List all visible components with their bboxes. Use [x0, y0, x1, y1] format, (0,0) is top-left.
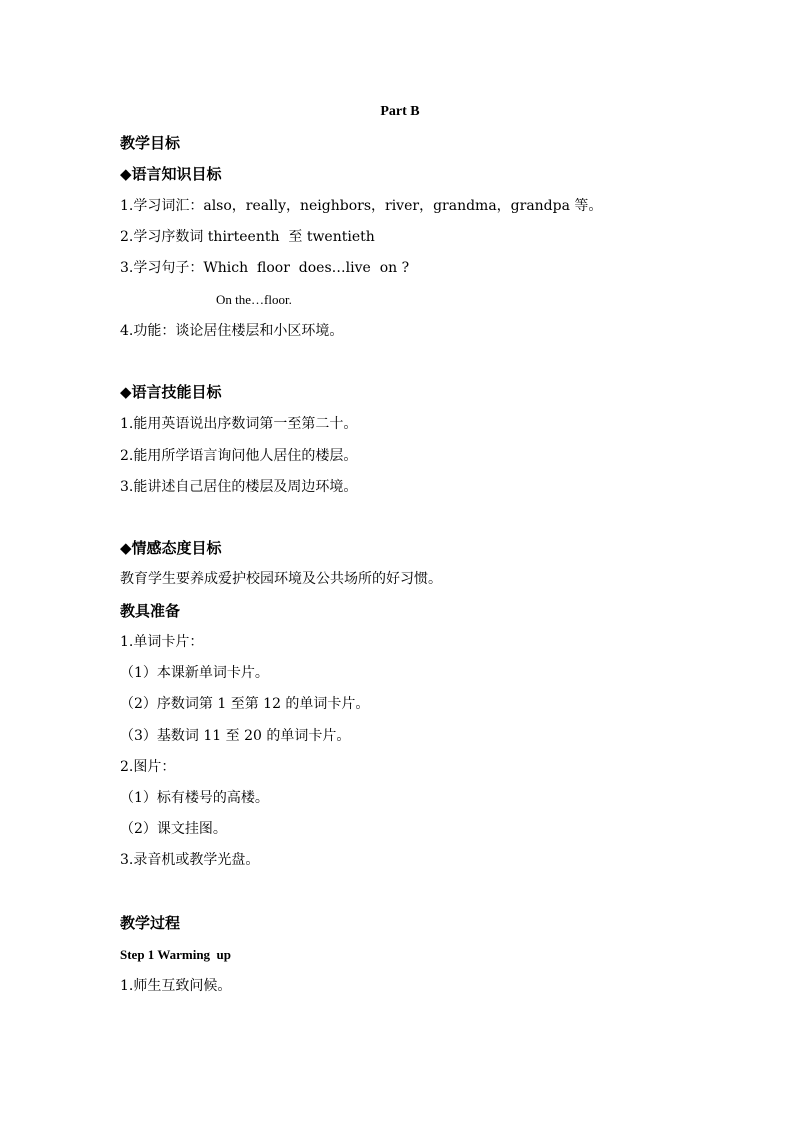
language-skills-item-2: 2.能用所学语言询问他人居住的楼层。 [120, 448, 358, 464]
teaching-aids-item-4: （3）基数词 11 至 20 的单词卡片。 [120, 728, 351, 744]
language-skills-item-1: 1.能用英语说出序数词第一至第二十。 [120, 416, 358, 432]
language-knowledge-heading: ◆语言知识目标 [120, 165, 222, 183]
teaching-aids-heading: 教具准备 [120, 602, 181, 620]
language-skills-item-3: 3.能讲述自己居住的楼层及周边环境。 [120, 479, 358, 495]
teaching-aids-item-1: 1.单词卡片： [120, 634, 204, 650]
teaching-goals-heading: 教学目标 [120, 134, 181, 152]
teaching-aids-item-5: 2.图片： [120, 759, 176, 775]
teaching-aids-item-7: （2）课文挂图。 [120, 821, 227, 837]
emotion-attitude-item-1: 教育学生要养成爱护校园环境及公共场所的好习惯。 [120, 571, 442, 587]
language-knowledge-item-2: 2.学习序数词 thirteenth 至 twentieth [120, 229, 375, 245]
language-knowledge-item-3-answer: On the…floor. [216, 292, 292, 307]
step1-heading: Step 1 Warming up [120, 947, 232, 962]
language-knowledge-item-3: 3.学习句子：Which floor does…live on ? [120, 260, 410, 276]
teaching-process-heading: 教学过程 [120, 914, 181, 932]
language-knowledge-item-4: 4.功能：谈论居住楼层和小区环境。 [120, 323, 344, 339]
emotion-attitude-heading: ◆情感态度目标 [120, 539, 222, 557]
language-knowledge-item-1: 1.学习词汇：also，really，neighbors，river，grandma，grandpa 等。 [120, 198, 603, 214]
page-title: Part B [380, 104, 420, 119]
teaching-aids-item-2: （1）本课新单词卡片。 [120, 665, 269, 681]
language-skills-heading: ◆语言技能目标 [120, 383, 222, 401]
teaching-process-item-1: 1.师生互致问候。 [120, 978, 232, 994]
teaching-aids-item-8: 3.录音机或教学光盘。 [120, 852, 260, 868]
teaching-aids-item-3: （2）序数词第 1 至第 12 的单词卡片。 [120, 696, 370, 712]
teaching-aids-item-6: （1）标有楼号的高楼。 [120, 790, 269, 806]
